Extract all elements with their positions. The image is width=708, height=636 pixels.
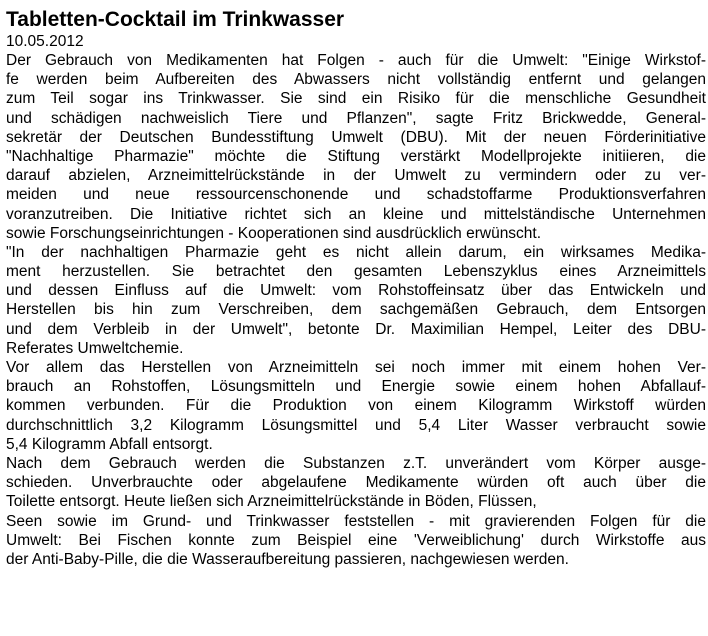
article-line: und dessen Einfluss auf die Umwelt: vom Rohstoffeinsatz über das Entwickeln und [6, 282, 706, 300]
article-line: Toilette entsorgt. Heute ließen sich Arzneimittelrückstände in Böden, Flüssen, [6, 493, 537, 511]
article-title: Tabletten-Cocktail im Trinkwasser [6, 8, 345, 31]
article-line: ment herzustellen. Sie betrachtet den gesamten Lebenszyklus eines Arzneimittels [6, 263, 706, 281]
article-line: und dem Verbleib in der Umwelt", betonte Dr. Maximilian Hempel, Leiter des DBU- [6, 320, 706, 338]
article-line: Vor allem das Herstellen von Arzneimitteln sei noch immer mit einem hohen Ver- [6, 359, 706, 376]
article-line: "Nachhaltige Pharmazie" möchte die Stiftung verstärkt Modellprojekte initiieren, die [6, 147, 706, 165]
article-line: fe werden beim Aufbereiten des Abwassers nicht vollständig entfernt und gelangen [6, 71, 706, 89]
article-line: voranzutreiben. Die Initiative richtet sich an kleine und mittelständische Unternehmen [6, 205, 706, 223]
article-line: brauch an Rohstoffen, Lösungsmitteln und Energie sowie einem hohen Abfallauf- [6, 378, 706, 396]
article-line: Umwelt: Bei Fischen konnte zum Beispiel eine 'Verweiblichung' durch Wirkstoffe aus [6, 531, 706, 549]
article-line: darauf abzielen, Arzneimittelrückstände in der Umwelt zu vermindern oder zu ver- [6, 167, 706, 185]
article-line: meiden und neue ressourcenschonende und schadstoffarme Produktionsverfahren [6, 186, 706, 204]
article-line: "In der nachhaltigen Pharmazie geht es nicht allein darum, ein wirksames Medika- [6, 243, 706, 261]
article-line: Nach dem Gebrauch werden die Substanzen z.T. unverändert vom Körper ausge- [6, 454, 706, 472]
article [6, 8, 706, 569]
article-line: und schädigen nachweislich Tiere und Pflanzen", sagte Fritz Brickwedde, General- [6, 109, 706, 127]
article-line: 5,4 Kilogramm Abfall entsorgt. [6, 435, 213, 453]
article-line: zum Teil sogar ins Trinkwasser. Sie sind ein Risiko für die menschliche Gesundheit [6, 90, 706, 108]
article-body [6, 51, 706, 569]
article-line: schieden. Unverbrauchte oder abgelaufene Medikamente würden oft auch über die [6, 474, 706, 492]
article-line: Herstellen bis hin zum Verschreiben, dem sachgemäßen Gebrauch, dem Entsorgen [6, 301, 706, 319]
article-date: 10.05.2012 [6, 33, 84, 50]
article-line: sowie Forschungseinrichtungen - Kooperationen sind ausdrücklich erwünscht. [6, 224, 542, 242]
article-line: sekretär der Deutschen Bundesstiftung Umwelt (DBU). Mit der neuen Förderinitiative [6, 128, 706, 146]
article-line: kommen verbunden. Für die Produktion von einem Kilogramm Wirkstoff würden [6, 397, 706, 415]
article-line: der Anti-Baby-Pille, die die Wasseraufbereitung passieren, nachgewiesen werden. [6, 550, 569, 568]
article-line: Referates Umweltchemie. [6, 339, 184, 357]
article-line: durchschnittlich 3,2 Kilogramm Lösungsmittel und 5,4 Liter Wasser verbraucht sowie [6, 416, 706, 434]
article-line: Seen sowie im Grund- und Trinkwasser feststellen - mit gravierenden Folgen für die [6, 512, 706, 530]
article-line: Der Gebrauch von Medikamenten hat Folgen - auch für die Umwelt: "Einige Wirkstof- [6, 52, 706, 69]
